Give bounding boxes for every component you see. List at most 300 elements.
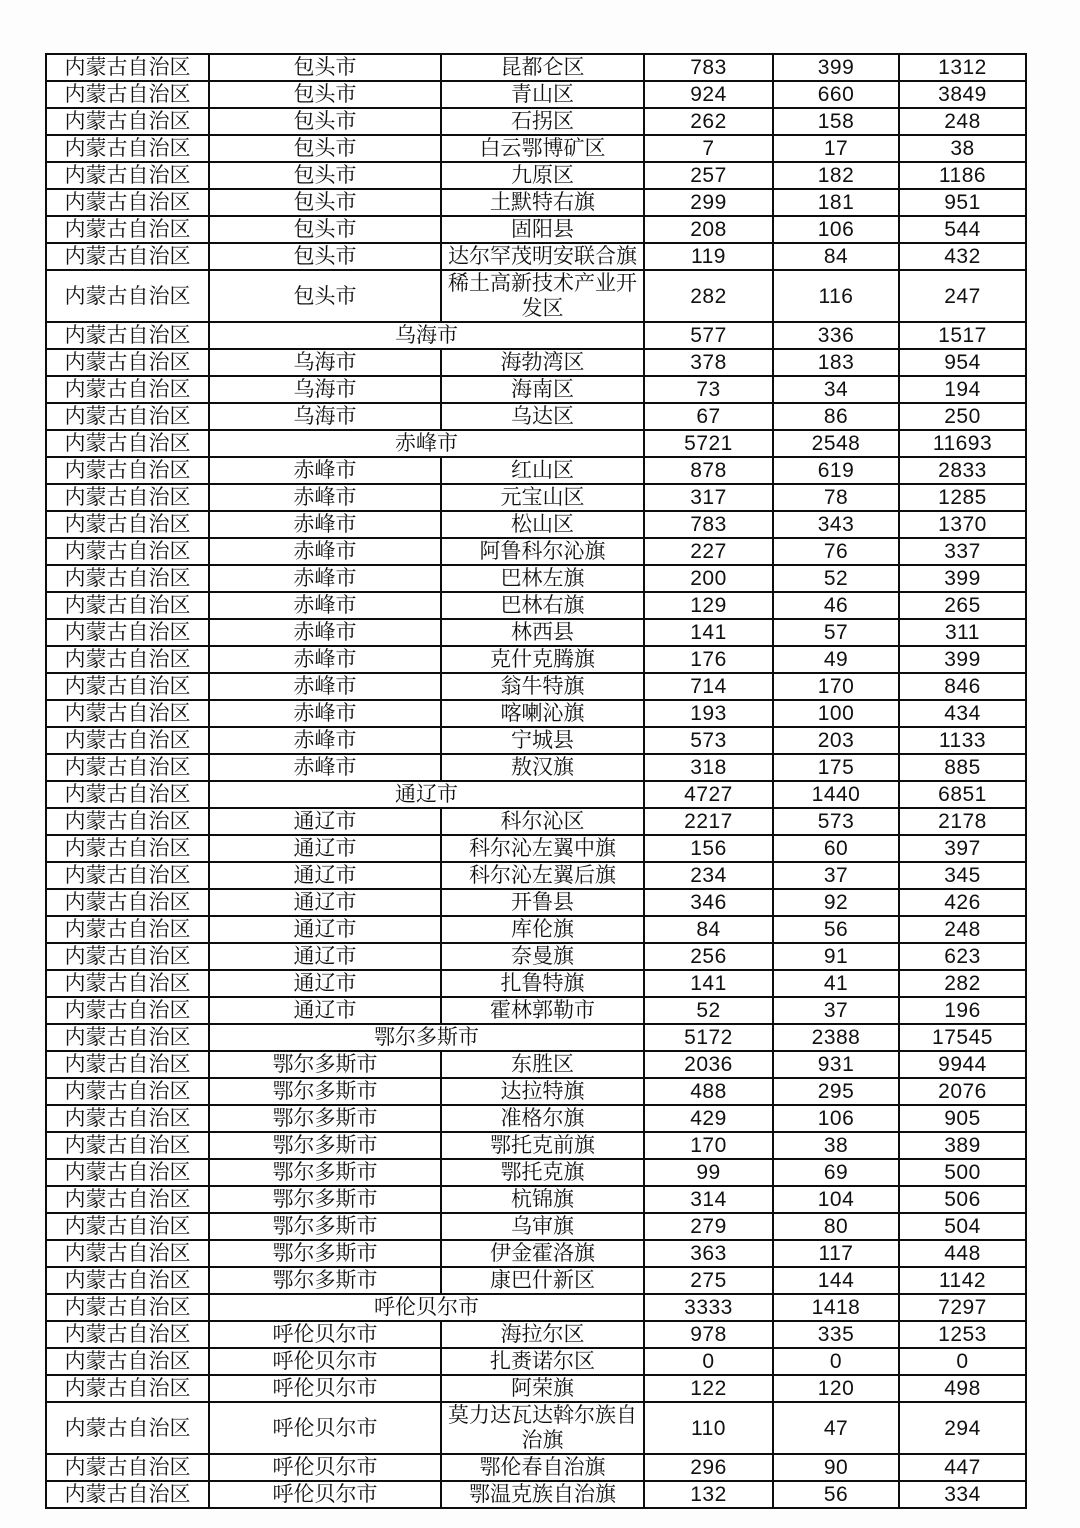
district-cell: 鄂伦春自治旗 [441, 1454, 644, 1481]
city-cell: 鄂尔多斯市 [209, 1105, 441, 1132]
province-cell: 内蒙古自治区 [46, 592, 209, 619]
district-cell: 巴林左旗 [441, 565, 644, 592]
value2-cell: 116 [773, 270, 899, 322]
district-cell: 科尔沁左翼后旗 [441, 862, 644, 889]
city-cell: 通辽市 [209, 889, 441, 916]
province-cell: 内蒙古自治区 [46, 1159, 209, 1186]
value1-cell: 3333 [644, 1294, 773, 1321]
value1-cell: 234 [644, 862, 773, 889]
table-row [46, 1481, 1026, 1508]
value1-cell: 2036 [644, 1051, 773, 1078]
value2-cell: 2388 [773, 1024, 899, 1051]
value2-cell: 91 [773, 943, 899, 970]
value3-cell: 247 [899, 270, 1026, 322]
value2-cell: 37 [773, 862, 899, 889]
city-cell: 乌海市 [209, 403, 441, 430]
district-cell: 林西县 [441, 619, 644, 646]
city-cell: 赤峰市 [209, 619, 441, 646]
district-cell: 喀喇沁旗 [441, 700, 644, 727]
value3-cell: 196 [899, 997, 1026, 1024]
value1-cell: 978 [644, 1321, 773, 1348]
table-row [46, 889, 1026, 916]
value2-cell: 49 [773, 646, 899, 673]
value1-cell: 129 [644, 592, 773, 619]
value2-cell: 343 [773, 511, 899, 538]
city-cell: 鄂尔多斯市 [209, 1213, 441, 1240]
value3-cell: 294 [899, 1402, 1026, 1454]
table-row [46, 673, 1026, 700]
province-cell: 内蒙古自治区 [46, 162, 209, 189]
province-cell: 内蒙古自治区 [46, 754, 209, 781]
value1-cell: 7 [644, 135, 773, 162]
value2-cell: 170 [773, 673, 899, 700]
province-cell: 内蒙古自治区 [46, 1402, 209, 1454]
value3-cell: 846 [899, 673, 1026, 700]
value1-cell: 99 [644, 1159, 773, 1186]
table-row [46, 592, 1026, 619]
value1-cell: 282 [644, 270, 773, 322]
city-cell: 呼伦贝尔市 [209, 1454, 441, 1481]
value2-cell: 335 [773, 1321, 899, 1348]
table-row [46, 1348, 1026, 1375]
province-cell: 内蒙古自治区 [46, 727, 209, 754]
city-cell: 赤峰市 [209, 457, 441, 484]
value3-cell: 623 [899, 943, 1026, 970]
value1-cell: 122 [644, 1375, 773, 1402]
value2-cell: 86 [773, 403, 899, 430]
district-cell: 霍林郭勒市 [441, 997, 644, 1024]
district-cell: 杭锦旗 [441, 1186, 644, 1213]
district-cell: 巴林右旗 [441, 592, 644, 619]
table-row [46, 403, 1026, 430]
value3-cell: 0 [899, 1348, 1026, 1375]
value3-cell: 504 [899, 1213, 1026, 1240]
value3-cell: 38 [899, 135, 1026, 162]
province-cell: 内蒙古自治区 [46, 1024, 209, 1051]
value1-cell: 262 [644, 108, 773, 135]
district-cell: 开鲁县 [441, 889, 644, 916]
table-row [46, 1375, 1026, 1402]
district-cell: 海勃湾区 [441, 349, 644, 376]
table-row [46, 457, 1026, 484]
city-cell: 鄂尔多斯市 [209, 1132, 441, 1159]
table-row [46, 1105, 1026, 1132]
province-cell: 内蒙古自治区 [46, 700, 209, 727]
value1-cell: 170 [644, 1132, 773, 1159]
value2-cell: 182 [773, 162, 899, 189]
value2-cell: 158 [773, 108, 899, 135]
value2-cell: 104 [773, 1186, 899, 1213]
value3-cell: 194 [899, 376, 1026, 403]
city-cell: 通辽市 [209, 943, 441, 970]
value1-cell: 73 [644, 376, 773, 403]
value1-cell: 573 [644, 727, 773, 754]
value3-cell: 506 [899, 1186, 1026, 1213]
province-cell: 内蒙古自治区 [46, 1078, 209, 1105]
province-cell: 内蒙古自治区 [46, 484, 209, 511]
province-cell: 内蒙古自治区 [46, 430, 209, 457]
value1-cell: 208 [644, 216, 773, 243]
district-cell: 土默特右旗 [441, 189, 644, 216]
city-cell: 赤峰市 [209, 592, 441, 619]
value2-cell: 117 [773, 1240, 899, 1267]
region-statistics-table [45, 53, 1027, 1509]
city-cell: 通辽市 [209, 835, 441, 862]
district-cell: 准格尔旗 [441, 1105, 644, 1132]
value2-cell: 78 [773, 484, 899, 511]
value2-cell: 76 [773, 538, 899, 565]
table-row [46, 1132, 1026, 1159]
value1-cell: 5172 [644, 1024, 773, 1051]
value3-cell: 250 [899, 403, 1026, 430]
province-cell: 内蒙古自治区 [46, 511, 209, 538]
value2-cell: 100 [773, 700, 899, 727]
value3-cell: 448 [899, 1240, 1026, 1267]
value3-cell: 1186 [899, 162, 1026, 189]
province-cell: 内蒙古自治区 [46, 1267, 209, 1294]
value1-cell: 275 [644, 1267, 773, 1294]
value3-cell: 1253 [899, 1321, 1026, 1348]
value1-cell: 783 [644, 54, 773, 81]
value1-cell: 200 [644, 565, 773, 592]
table-row [46, 81, 1026, 108]
district-cell: 伊金霍洛旗 [441, 1240, 644, 1267]
table-row [46, 619, 1026, 646]
table-row [46, 862, 1026, 889]
province-cell: 内蒙古自治区 [46, 108, 209, 135]
district-cell: 乌审旗 [441, 1213, 644, 1240]
province-cell: 内蒙古自治区 [46, 1294, 209, 1321]
province-cell: 内蒙古自治区 [46, 54, 209, 81]
value1-cell: 52 [644, 997, 773, 1024]
value3-cell: 248 [899, 108, 1026, 135]
district-cell: 松山区 [441, 511, 644, 538]
province-cell: 内蒙古自治区 [46, 1454, 209, 1481]
table-row [46, 754, 1026, 781]
table-row [46, 943, 1026, 970]
district-cell: 敖汉旗 [441, 754, 644, 781]
city-cell: 呼伦贝尔市 [209, 1321, 441, 1348]
value1-cell: 132 [644, 1481, 773, 1508]
table-row [46, 538, 1026, 565]
value2-cell: 46 [773, 592, 899, 619]
value1-cell: 141 [644, 619, 773, 646]
city-cell: 呼伦贝尔市 [209, 1481, 441, 1508]
value1-cell: 119 [644, 243, 773, 270]
value2-cell: 37 [773, 997, 899, 1024]
province-cell: 内蒙古自治区 [46, 970, 209, 997]
district-cell: 科尔沁左翼中旗 [441, 835, 644, 862]
value2-cell: 120 [773, 1375, 899, 1402]
district-cell: 稀土高新技术产业开发区 [441, 270, 644, 322]
province-cell: 内蒙古自治区 [46, 997, 209, 1024]
city-cell: 赤峰市 [209, 673, 441, 700]
table-row [46, 1078, 1026, 1105]
value2-cell: 90 [773, 1454, 899, 1481]
district-cell: 石拐区 [441, 108, 644, 135]
province-cell: 内蒙古自治区 [46, 835, 209, 862]
province-cell: 内蒙古自治区 [46, 1321, 209, 1348]
value3-cell: 11693 [899, 430, 1026, 457]
table-row [46, 1294, 1026, 1321]
city-total-cell: 呼伦贝尔市 [209, 1294, 644, 1321]
table-row [46, 270, 1026, 322]
value2-cell: 106 [773, 1105, 899, 1132]
value3-cell: 954 [899, 349, 1026, 376]
value1-cell: 299 [644, 189, 773, 216]
district-cell: 青山区 [441, 81, 644, 108]
value2-cell: 175 [773, 754, 899, 781]
city-cell: 包头市 [209, 216, 441, 243]
table-row [46, 322, 1026, 349]
value2-cell: 336 [773, 322, 899, 349]
province-cell: 内蒙古自治区 [46, 216, 209, 243]
value1-cell: 314 [644, 1186, 773, 1213]
value3-cell: 334 [899, 1481, 1026, 1508]
value3-cell: 337 [899, 538, 1026, 565]
value3-cell: 265 [899, 592, 1026, 619]
district-cell: 鄂托克前旗 [441, 1132, 644, 1159]
value3-cell: 434 [899, 700, 1026, 727]
district-cell: 莫力达瓦达斡尔族自治旗 [441, 1402, 644, 1454]
table-row [46, 108, 1026, 135]
province-cell: 内蒙古自治区 [46, 1051, 209, 1078]
value3-cell: 951 [899, 189, 1026, 216]
value3-cell: 885 [899, 754, 1026, 781]
value2-cell: 69 [773, 1159, 899, 1186]
district-cell: 乌达区 [441, 403, 644, 430]
city-total-cell: 乌海市 [209, 322, 644, 349]
table-row [46, 727, 1026, 754]
province-cell: 内蒙古自治区 [46, 781, 209, 808]
province-cell: 内蒙古自治区 [46, 322, 209, 349]
city-cell: 包头市 [209, 162, 441, 189]
value3-cell: 432 [899, 243, 1026, 270]
value2-cell: 92 [773, 889, 899, 916]
province-cell: 内蒙古自治区 [46, 889, 209, 916]
province-cell: 内蒙古自治区 [46, 673, 209, 700]
city-cell: 赤峰市 [209, 646, 441, 673]
province-cell: 内蒙古自治区 [46, 457, 209, 484]
city-cell: 赤峰市 [209, 538, 441, 565]
value1-cell: 488 [644, 1078, 773, 1105]
district-cell: 达尔罕茂明安联合旗 [441, 243, 644, 270]
district-cell: 海南区 [441, 376, 644, 403]
value3-cell: 1285 [899, 484, 1026, 511]
table-row [46, 1051, 1026, 1078]
table-row [46, 243, 1026, 270]
value1-cell: 714 [644, 673, 773, 700]
value1-cell: 193 [644, 700, 773, 727]
value2-cell: 619 [773, 457, 899, 484]
value2-cell: 183 [773, 349, 899, 376]
province-cell: 内蒙古自治区 [46, 189, 209, 216]
value1-cell: 4727 [644, 781, 773, 808]
table-row [46, 430, 1026, 457]
province-cell: 内蒙古自治区 [46, 619, 209, 646]
city-total-cell: 鄂尔多斯市 [209, 1024, 644, 1051]
table-row [46, 1186, 1026, 1213]
table-row [46, 1267, 1026, 1294]
value2-cell: 52 [773, 565, 899, 592]
table-row [46, 162, 1026, 189]
value3-cell: 2076 [899, 1078, 1026, 1105]
district-cell: 奈曼旗 [441, 943, 644, 970]
table-row [46, 511, 1026, 538]
province-cell: 内蒙古自治区 [46, 646, 209, 673]
district-cell: 元宝山区 [441, 484, 644, 511]
value2-cell: 144 [773, 1267, 899, 1294]
table-row [46, 189, 1026, 216]
value2-cell: 931 [773, 1051, 899, 1078]
province-cell: 内蒙古自治区 [46, 349, 209, 376]
city-cell: 通辽市 [209, 862, 441, 889]
value1-cell: 346 [644, 889, 773, 916]
value1-cell: 924 [644, 81, 773, 108]
value2-cell: 57 [773, 619, 899, 646]
district-cell: 红山区 [441, 457, 644, 484]
value3-cell: 17545 [899, 1024, 1026, 1051]
city-cell: 呼伦贝尔市 [209, 1402, 441, 1454]
district-cell: 科尔沁区 [441, 808, 644, 835]
value1-cell: 176 [644, 646, 773, 673]
city-cell: 通辽市 [209, 808, 441, 835]
value3-cell: 1517 [899, 322, 1026, 349]
value1-cell: 257 [644, 162, 773, 189]
value2-cell: 106 [773, 216, 899, 243]
district-cell: 阿鲁科尔沁旗 [441, 538, 644, 565]
value2-cell: 181 [773, 189, 899, 216]
district-cell: 康巴什新区 [441, 1267, 644, 1294]
city-cell: 赤峰市 [209, 754, 441, 781]
city-cell: 赤峰市 [209, 511, 441, 538]
table-row [46, 349, 1026, 376]
district-cell: 固阳县 [441, 216, 644, 243]
city-cell: 乌海市 [209, 349, 441, 376]
city-cell: 鄂尔多斯市 [209, 1240, 441, 1267]
city-cell: 赤峰市 [209, 700, 441, 727]
province-cell: 内蒙古自治区 [46, 243, 209, 270]
value3-cell: 345 [899, 862, 1026, 889]
province-cell: 内蒙古自治区 [46, 403, 209, 430]
value3-cell: 282 [899, 970, 1026, 997]
value1-cell: 0 [644, 1348, 773, 1375]
district-cell: 达拉特旗 [441, 1078, 644, 1105]
value3-cell: 1142 [899, 1267, 1026, 1294]
city-cell: 赤峰市 [209, 565, 441, 592]
value3-cell: 1370 [899, 511, 1026, 538]
table-row [46, 781, 1026, 808]
table-row [46, 646, 1026, 673]
value2-cell: 60 [773, 835, 899, 862]
district-cell: 扎赉诺尔区 [441, 1348, 644, 1375]
value2-cell: 399 [773, 54, 899, 81]
district-cell: 翁牛特旗 [441, 673, 644, 700]
table-row [46, 835, 1026, 862]
value3-cell: 7297 [899, 1294, 1026, 1321]
value3-cell: 498 [899, 1375, 1026, 1402]
table-row [46, 1402, 1026, 1454]
value2-cell: 80 [773, 1213, 899, 1240]
city-cell: 乌海市 [209, 376, 441, 403]
value2-cell: 34 [773, 376, 899, 403]
table-row [46, 916, 1026, 943]
table-row [46, 216, 1026, 243]
value3-cell: 447 [899, 1454, 1026, 1481]
value3-cell: 399 [899, 646, 1026, 673]
province-cell: 内蒙古自治区 [46, 1240, 209, 1267]
value1-cell: 279 [644, 1213, 773, 1240]
district-cell: 库伦旗 [441, 916, 644, 943]
value1-cell: 84 [644, 916, 773, 943]
province-cell: 内蒙古自治区 [46, 1481, 209, 1508]
value2-cell: 56 [773, 1481, 899, 1508]
province-cell: 内蒙古自治区 [46, 916, 209, 943]
province-cell: 内蒙古自治区 [46, 862, 209, 889]
value2-cell: 295 [773, 1078, 899, 1105]
value3-cell: 248 [899, 916, 1026, 943]
value3-cell: 397 [899, 835, 1026, 862]
value1-cell: 67 [644, 403, 773, 430]
table-row [46, 565, 1026, 592]
table-row [46, 54, 1026, 81]
city-cell: 通辽市 [209, 970, 441, 997]
value3-cell: 9944 [899, 1051, 1026, 1078]
value2-cell: 56 [773, 916, 899, 943]
table-row [46, 376, 1026, 403]
district-cell: 白云鄂博矿区 [441, 135, 644, 162]
value2-cell: 38 [773, 1132, 899, 1159]
value1-cell: 256 [644, 943, 773, 970]
city-cell: 赤峰市 [209, 727, 441, 754]
city-cell: 包头市 [209, 135, 441, 162]
province-cell: 内蒙古自治区 [46, 1105, 209, 1132]
value2-cell: 17 [773, 135, 899, 162]
value1-cell: 783 [644, 511, 773, 538]
value2-cell: 47 [773, 1402, 899, 1454]
city-cell: 鄂尔多斯市 [209, 1186, 441, 1213]
value2-cell: 573 [773, 808, 899, 835]
value1-cell: 318 [644, 754, 773, 781]
table-row [46, 484, 1026, 511]
value3-cell: 399 [899, 565, 1026, 592]
city-cell: 赤峰市 [209, 484, 441, 511]
table-row [46, 1321, 1026, 1348]
value3-cell: 311 [899, 619, 1026, 646]
city-cell: 包头市 [209, 189, 441, 216]
value3-cell: 1133 [899, 727, 1026, 754]
value1-cell: 227 [644, 538, 773, 565]
district-cell: 阿荣旗 [441, 1375, 644, 1402]
value1-cell: 296 [644, 1454, 773, 1481]
value1-cell: 5721 [644, 430, 773, 457]
city-cell: 包头市 [209, 54, 441, 81]
city-cell: 包头市 [209, 108, 441, 135]
value1-cell: 577 [644, 322, 773, 349]
city-cell: 呼伦贝尔市 [209, 1375, 441, 1402]
value3-cell: 544 [899, 216, 1026, 243]
district-cell: 克什克腾旗 [441, 646, 644, 673]
table-row [46, 970, 1026, 997]
value1-cell: 378 [644, 349, 773, 376]
value2-cell: 2548 [773, 430, 899, 457]
province-cell: 内蒙古自治区 [46, 1348, 209, 1375]
value1-cell: 317 [644, 484, 773, 511]
city-total-cell: 通辽市 [209, 781, 644, 808]
city-cell: 鄂尔多斯市 [209, 1078, 441, 1105]
value3-cell: 2178 [899, 808, 1026, 835]
value2-cell: 1418 [773, 1294, 899, 1321]
